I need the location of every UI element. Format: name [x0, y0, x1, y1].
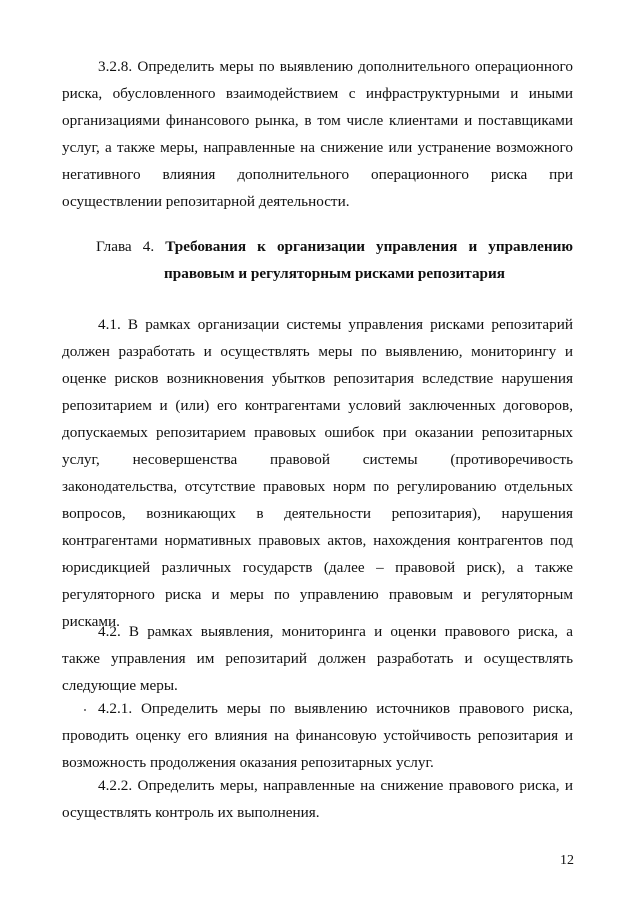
- text-line: оценке рисков возникновения убытков репозитария вследствие нарушения: [62, 370, 573, 387]
- text-line: 4.2.2. Определить меры, направленные на снижение правового риска, и: [98, 777, 573, 794]
- text-line: допускаемых репозитарием правовых ошибок при оказании репозитарных: [62, 424, 573, 441]
- paragraph-4-1: [62, 311, 573, 635]
- text-line: услуг, несовершенства правовой системы (противоречивость: [62, 451, 573, 468]
- text-line: законодательства, отсутствие правовых норм по регулированию отдельных: [62, 478, 573, 495]
- text-line: должен разработать и осуществлять меры по выявлению, мониторингу и: [62, 343, 573, 360]
- text-line: юрисдикцией различных государств (далее – правовой риск), а также: [62, 559, 573, 576]
- text-line: организациями финансового рынка, в том числе клиентами и поставщиками: [62, 112, 573, 129]
- text-line: риска, обусловленного взаимодействием с инфраструктурными и иными: [62, 85, 573, 102]
- paragraph-4-2-2: [62, 772, 573, 826]
- text-line: негативного влияния дополнительного операционного риска при: [62, 166, 573, 183]
- text-line: услуг, а также меры, направленные на снижение или устранение возможного: [62, 139, 573, 156]
- text-line: 4.2. В рамках выявления, мониторинга и оценки правового риска, а: [98, 623, 573, 640]
- chapter-title-part-1: Требования к организации управления и управлению: [165, 238, 574, 255]
- text-line: репозитарием и (или) его контрагентами условий заключенных договоров,: [62, 397, 573, 414]
- paragraph-4-2: [62, 618, 573, 699]
- text-line: 4.1. В рамках организации системы управления рисками репозитарий: [98, 316, 573, 333]
- chapter-title-part-2: правовым и регуляторным рисками репозитария: [164, 265, 505, 282]
- text-line: 4.2.1. Определить меры по выявлению источников правового риска,: [98, 700, 573, 717]
- paragraph-3-2-8: [62, 53, 573, 215]
- paragraph-4-2-1: [62, 695, 573, 776]
- text-line: возможность продолжения оказания репозитарных услуг.: [62, 754, 434, 771]
- text-line: проводить оценку его влияния на финансовую устойчивость репозитария и: [62, 727, 573, 744]
- chapter-heading: [96, 233, 573, 287]
- text-line: 3.2.8. Определить меры по выявлению дополнительного операционного: [98, 58, 573, 75]
- text-line: рисками.: [62, 613, 120, 630]
- page-number: 12: [560, 853, 574, 868]
- text-line: регуляторного риска и меры по управлению правовым и регуляторным: [62, 586, 573, 603]
- text-line: вопросов, возникающих в деятельности репозитария), нарушения: [62, 505, 573, 522]
- text-line: осуществлять контроль их выполнения.: [62, 804, 320, 821]
- text-line: контрагентами нормативных правовых актов, нахождения контрагентов под: [62, 532, 573, 549]
- text-line: следующие меры.: [62, 677, 178, 694]
- text-line: также управления им репозитарий должен разработать и осуществлять: [62, 650, 573, 667]
- chapter-heading-line-1: [96, 233, 573, 260]
- chapter-label: Глава 4.: [96, 238, 155, 255]
- text-line: осуществлении репозитарной деятельности.: [62, 193, 350, 210]
